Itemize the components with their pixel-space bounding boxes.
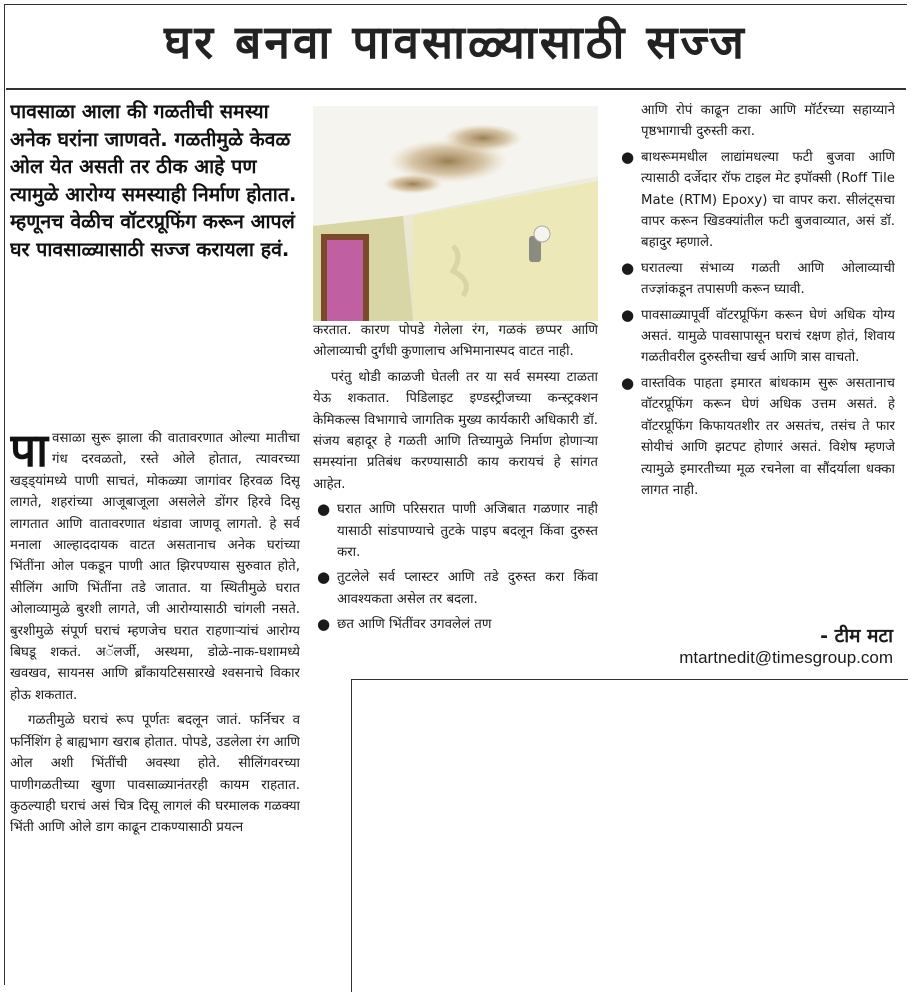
list-item-text: तुटलेले सर्व प्लास्टर आणि तडे दुरुस्त करा किंवा आवश्यकता असेल तर बदला.	[337, 570, 598, 607]
list-item-text: पावसाळ्यापूर्वी वॉटरप्रूफिंग करून घेणं अधिक योग्य असतं. यामुळे पावसापासून घराचं रक्षण होतं, शिवाय गळतीवरील दुरुस्तीचा खर्च आणि त्रास वाचतो.	[641, 307, 895, 366]
damp-ceiling-photo-image	[313, 106, 598, 321]
paragraph: करतात. कारण पोपडे गेलेला रंग, गळकं छप्पर आणि ओलाव्याची दुर्गंधी कुणालाच अभिमानास्पद वाटत नाही.	[313, 323, 598, 360]
paragraph-text: वसाळा सुरू झाला की वातावरणात ओल्या मातीचा गंध दरवळतो, रस्ते ओले होतात, त्यावरच्या खड्ड्यांमध्ये पाणी साचतं, मोकळ्या जागांवर हिरवळ दिसू लागते, शहरांच्या आजूबाजूला असलेले डोंगर हिरवे दिसू लागतात आणि वातावरणात थंडावा जाणवू लागतो. हे सर्व मनाला आल्हाददायक वाटत असतानाच अनेक घरांच्या भिंतींना ओल पकडून पाणी आत झिरपण्यास सुरुवात होते, सीलिंग आणि भिंतींना तडे जातात. या स्थितीमुळे घरात ओलाव्यामुळे बुरशी लागते, जी आरोग्यासाठी चांगली नसते. बुरशीमुळे संपूर्ण घराचं म्हणजेच घरात राहणाऱ्यांचं आरोग्य बिघडू शकतं. अॅलर्जी, अस्थमा, डोळे-नाक-घशामध्ये खवखव, सायनस आणि ब्राँकायटिससारखे श्वसनाचे विकार होऊ शकतात.	[10, 431, 300, 703]
drop-cap: पा	[10, 428, 49, 477]
list-item	[617, 258, 895, 301]
list-item	[617, 147, 895, 254]
list-item-text: घरातल्या संभाव्य गळती आणि ओलाव्याची तज्ज्ञांकडून तपासणी करून घ्यावी.	[641, 260, 895, 298]
bullet-icon: ●	[621, 305, 635, 324]
tips-list	[313, 499, 598, 635]
column-2	[313, 320, 598, 640]
intro-paragraph: पावसाळा आला की गळतीची समस्या अनेक घरांना जाणवते. गळतीमुळे केवळ ओल येत असती तर ठीक आहे पण त्यामुळे आरोग्य समस्याही निर्माण होतात. म्हणूनच वेळीच वॉटरप्रूफिंग करून आपलं घर पावसाळ्यासाठी सज्ज करायला हवं.	[10, 100, 297, 261]
bullet-icon: ●	[317, 615, 331, 634]
list-item	[313, 499, 598, 563]
paragraph	[10, 428, 300, 706]
bullet-icon: ●	[621, 373, 635, 392]
article-photo	[313, 106, 598, 321]
list-item-text: बाथरूममधील लाद्यांमधल्या फटी बुजवा आणि त्यासाठी दर्जेदार रॉफ टाइल मेट इपॉक्सी (Roff Tile Mate (RTM) Epoxy) चा वापर करा. सीलंट्सचा वापर करून खिडक्यांतील फटी बुजवाव्यात, असं डॉ. बहादुर म्हणाले.	[641, 149, 895, 251]
headline-rule	[6, 88, 906, 90]
bullet-icon: ●	[317, 500, 331, 519]
list-item	[617, 305, 895, 369]
paragraph: आणि रोपं काढून टाका आणि मॉर्टरच्या सहाय्याने पृष्ठभागाची दुरुस्ती करा.	[641, 103, 895, 140]
list-item-text: वास्तविक पाहता इमारत बांधकाम सुरू असतानाच वॉटरप्रूफिंग करून घेणं अधिक उत्तम असतं. हे वॉटरप्रूफिंग किफायतशीर तर असतंच, तसंच ते फार सोयीचं आणि झटपट होणारं असतं. विशेष म्हणजे त्यामुळे इमारतीच्या मूळ रचनेला वा सौंदर्याला धक्का लागत नाही.	[641, 375, 895, 498]
column-1	[10, 428, 300, 843]
headline: घर बनवा पावसाळ्यासाठी सज्ज	[164, 15, 747, 69]
tips-list	[617, 147, 895, 502]
bullet-icon: ●	[621, 258, 635, 277]
list-item	[313, 567, 598, 610]
list-item-text: घरात आणि परिसरात पाणी अजिबात गळणार नाही यासाठी सांडपाण्याचे तुटके पाइप बदलून किंवा दुरुस्त करा.	[337, 502, 598, 561]
list-item	[617, 373, 895, 501]
column-3	[617, 100, 895, 505]
list-item-text: छत आणि भिंतींवर उगवलेलं तण	[337, 617, 492, 633]
paragraph: गळतीमुळे घराचं रूप पूर्णतः बदलून जातं. फर्निचर व फर्निशिंग हे बाह्यभाग खराब होतात. पोपडे, उडलेला रंग आणि ओल अशी भिंतींची अवस्था होते. सीलिंगवरच्या पाणीगळतीच्या खुणा पावसाळ्यानंतरही कायम राहतात. कुठल्याही घराचं असं चित्र दिसू लागलं की घरमालक गळक्या भिंती आणि ओले डाग काढून टाकण्यासाठी प्रयत्न	[10, 713, 300, 836]
bullet-icon: ●	[317, 568, 331, 587]
list-item	[313, 614, 598, 635]
paragraph: परंतु थोडी काळजी घेतली तर या सर्व समस्या टाळता येऊ शकतात. पिडिलाइट इण्डस्ट्रीजच्या कन्स्ट्रक्शन केमिकल्स विभागाचे जागतिक मुख्य कार्यकारी अधिकारी डॉ. संजय बहादूर हे गळती आणि तिच्यामुळे निर्माण होणाऱ्या समस्यांना प्रतिबंध करण्यासाठी काय करायचं हे सांगत आहेत.	[313, 369, 598, 492]
blank-ad-space	[351, 679, 908, 992]
contact-email: mtartnedit@timesgroup.com	[679, 648, 893, 667]
byline: - टीम मटा	[820, 625, 893, 647]
bullet-icon: ●	[621, 147, 635, 166]
